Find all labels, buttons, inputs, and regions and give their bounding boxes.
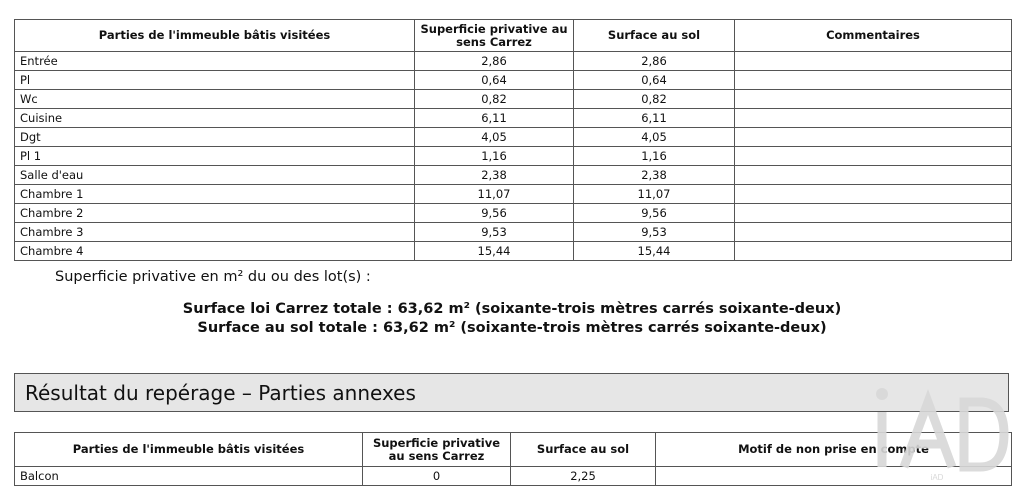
table-row — [15, 109, 1012, 128]
cell-commentaire — [735, 223, 1012, 242]
table-row — [15, 90, 1012, 109]
cell-sol: 2,25 — [511, 467, 656, 486]
cell-commentaire — [735, 166, 1012, 185]
cell-sol: 15,44 — [574, 242, 735, 261]
cell-carrez: 2,38 — [415, 166, 574, 185]
cell-piece: Entrée — [15, 52, 415, 71]
cell-sol: 6,11 — [574, 109, 735, 128]
cell-carrez: 0,64 — [415, 71, 574, 90]
cell-piece: Pl — [15, 71, 415, 90]
cell-sol: 2,86 — [574, 52, 735, 71]
section-title-annexes: Résultat du repérage – Parties annexes — [14, 373, 1009, 412]
cell-commentaire — [735, 204, 1012, 223]
cell-carrez: 0 — [363, 467, 511, 486]
table-row — [15, 71, 1012, 90]
cell-piece: Salle d'eau — [15, 166, 415, 185]
cell-commentaire — [735, 128, 1012, 147]
cell-piece: Chambre 2 — [15, 204, 415, 223]
cell-carrez: 4,05 — [415, 128, 574, 147]
table-row — [15, 52, 1012, 71]
header-commentaires: Commentaires — [735, 20, 1012, 52]
surface-intro: Superficie privative en m² du ou des lot(s) : — [55, 269, 371, 285]
total-carrez: Surface loi Carrez totale : 63,62 m² (soixante-trois mètres carrés soixante-deux) — [182, 301, 842, 317]
table-row — [15, 128, 1012, 147]
cell-commentaire — [735, 52, 1012, 71]
cell-piece: Chambre 1 — [15, 185, 415, 204]
table-header-row — [15, 433, 1012, 467]
cell-carrez: 9,53 — [415, 223, 574, 242]
cell-piece: Balcon — [15, 467, 363, 486]
header-parties: Parties de l'immeuble bâtis visitées — [15, 20, 415, 52]
table-header-row — [15, 20, 1012, 52]
cell-sol: 9,56 — [574, 204, 735, 223]
header-parties: Parties de l'immeuble bâtis visitées — [15, 433, 363, 467]
cell-piece: Cuisine — [15, 109, 415, 128]
header-carrez: Superficie privative au sens Carrez — [363, 433, 511, 467]
cell-sol: 1,16 — [574, 147, 735, 166]
total-sol: Surface au sol totale : 63,62 m² (soixante-trois mètres carrés soixante-deux) — [197, 320, 827, 336]
table-row — [15, 467, 1012, 486]
cell-commentaire — [735, 71, 1012, 90]
watermark-text: iAD — [930, 473, 944, 482]
cell-commentaire — [735, 185, 1012, 204]
cell-piece: Chambre 3 — [15, 223, 415, 242]
cell-carrez: 1,16 — [415, 147, 574, 166]
cell-sol: 4,05 — [574, 128, 735, 147]
cell-carrez: 9,56 — [415, 204, 574, 223]
header-carrez: Superficie privative au sens Carrez — [415, 20, 574, 52]
cell-commentaire — [735, 242, 1012, 261]
cell-commentaire — [735, 109, 1012, 128]
cell-sol: 2,38 — [574, 166, 735, 185]
header-motif: Motif de non prise en compte — [656, 433, 1012, 467]
table-row — [15, 223, 1012, 242]
cell-sol: 0,82 — [574, 90, 735, 109]
cell-motif — [656, 467, 1012, 486]
annexes-table — [14, 432, 1012, 486]
cell-carrez: 0,82 — [415, 90, 574, 109]
cell-carrez: 6,11 — [415, 109, 574, 128]
table-row — [15, 147, 1012, 166]
table-row — [15, 185, 1012, 204]
cell-commentaire — [735, 147, 1012, 166]
cell-sol: 0,64 — [574, 71, 735, 90]
cell-carrez: 15,44 — [415, 242, 574, 261]
header-sol: Surface au sol — [574, 20, 735, 52]
cell-commentaire — [735, 90, 1012, 109]
cell-sol: 9,53 — [574, 223, 735, 242]
surfaces-table — [14, 19, 1012, 261]
cell-piece: Chambre 4 — [15, 242, 415, 261]
table-row — [15, 204, 1012, 223]
cell-sol: 11,07 — [574, 185, 735, 204]
table-row — [15, 166, 1012, 185]
cell-piece: Wc — [15, 90, 415, 109]
cell-carrez: 2,86 — [415, 52, 574, 71]
table-row — [15, 242, 1012, 261]
cell-carrez: 11,07 — [415, 185, 574, 204]
cell-piece: Dgt — [15, 128, 415, 147]
cell-piece: Pl 1 — [15, 147, 415, 166]
header-sol: Surface au sol — [511, 433, 656, 467]
